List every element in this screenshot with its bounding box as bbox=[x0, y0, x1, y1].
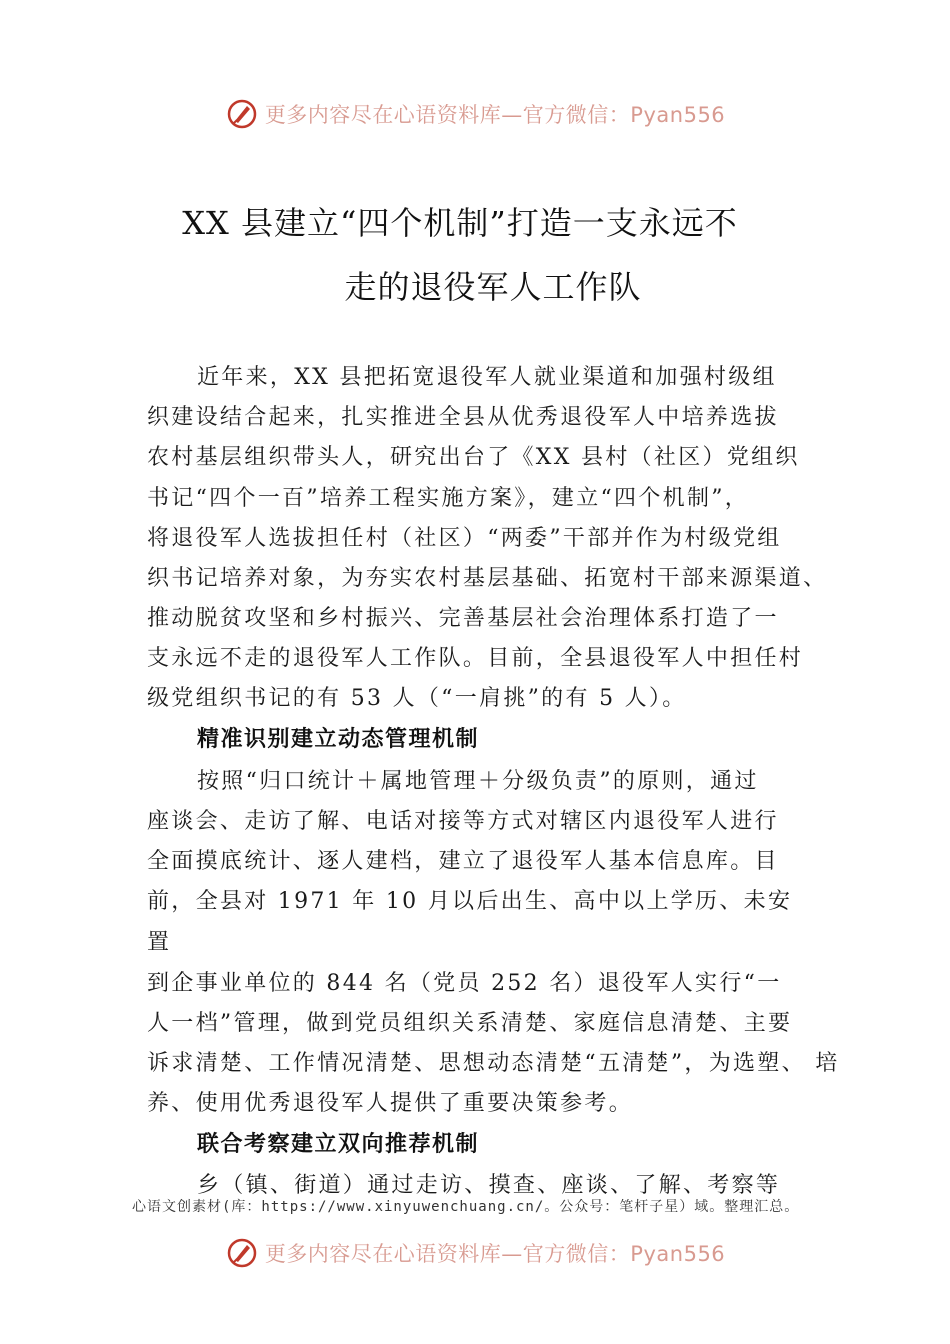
paragraph-line: 座谈会、走访了解、电话对接等方式对辖区内退役军人进行 bbox=[147, 809, 779, 834]
section-heading-1: 精准识别建立动态管理机制 bbox=[197, 727, 480, 752]
quill-logo-icon bbox=[225, 97, 259, 131]
source-footnote: 心语文创素材(库：https://www.xinyuwenchuang.cn/。公众号：笔杆子星）域。整理汇总。 bbox=[132, 1199, 800, 1215]
paragraph-line: 置 bbox=[147, 930, 172, 955]
paragraph-line: 将退役军人选拔担任村（社区）“两委”干部并作为村级党组 bbox=[147, 526, 782, 551]
paragraph-line: 支永远不走的退役军人工作队。目前，全县退役军人中担任村 bbox=[147, 646, 804, 671]
paragraph-line: 人一档”管理，做到党员组织关系清楚、家庭信息清楚、主要 bbox=[147, 1011, 793, 1036]
banner-text: 更多内容尽在心语资料库—官方微信：Pyan556 bbox=[264, 103, 726, 127]
paragraph-line: 按照“归口统计＋属地管理＋分级负责”的原则，通过 bbox=[197, 769, 759, 794]
bottom-banner bbox=[0, 1233, 950, 1273]
banner-text: 更多内容尽在心语资料库—官方微信：Pyan556 bbox=[264, 1242, 726, 1266]
paragraph-line: 乡（镇、街道）通过走访、摸查、座谈、了解、考察等 bbox=[197, 1173, 781, 1198]
paragraph-line: 近年来，XX 县把拓宽退役军人就业渠道和加强村级组 bbox=[197, 365, 777, 390]
paragraph-line: 到企事业单位的 844 名（党员 252 名）退役军人实行“一 bbox=[147, 971, 782, 996]
top-banner bbox=[0, 94, 950, 134]
quill-logo-icon bbox=[225, 1236, 259, 1270]
paragraph-line: 全面摸底统计、逐人建档，建立了退役军人基本信息库。目 bbox=[147, 849, 779, 874]
paragraph-line: 前，全县对 1971 年 10 月以后出生、高中以上学历、未安 bbox=[147, 889, 793, 914]
paragraph-line: 诉求清楚、工作情况清楚、思想动态清楚“五清楚”，为选塑、 培 bbox=[147, 1051, 840, 1076]
paragraph-line: 农村基层组织带头人，研究出台了《XX 县村（社区）党组织 bbox=[147, 445, 800, 470]
document-title-line-2: 走的退役军人工作队 bbox=[344, 268, 642, 306]
document-title-line-1: XX 县建立“四个机制”打造一支永远不 bbox=[182, 204, 738, 242]
paragraph-line: 推动脱贫攻坚和乡村振兴、完善基层社会治理体系打造了一 bbox=[147, 606, 779, 631]
section-heading-2: 联合考察建立双向推荐机制 bbox=[197, 1132, 480, 1157]
paragraph-line: 养、使用优秀退役军人提供了重要决策参考。 bbox=[147, 1091, 634, 1116]
paragraph-line: 级党组织书记的有 53 人（“一肩挑”的有 5 人）。 bbox=[147, 686, 687, 711]
paragraph-line: 织书记培养对象，为夯实农村基层基础、拓宽村干部来源渠道、 bbox=[147, 566, 828, 591]
paragraph-line: 书记“四个一百”培养工程实施方案》，建立“四个机制”， bbox=[147, 486, 750, 511]
paragraph-line: 织建设结合起来，扎实推进全县从优秀退役军人中培养选拔 bbox=[147, 405, 779, 430]
